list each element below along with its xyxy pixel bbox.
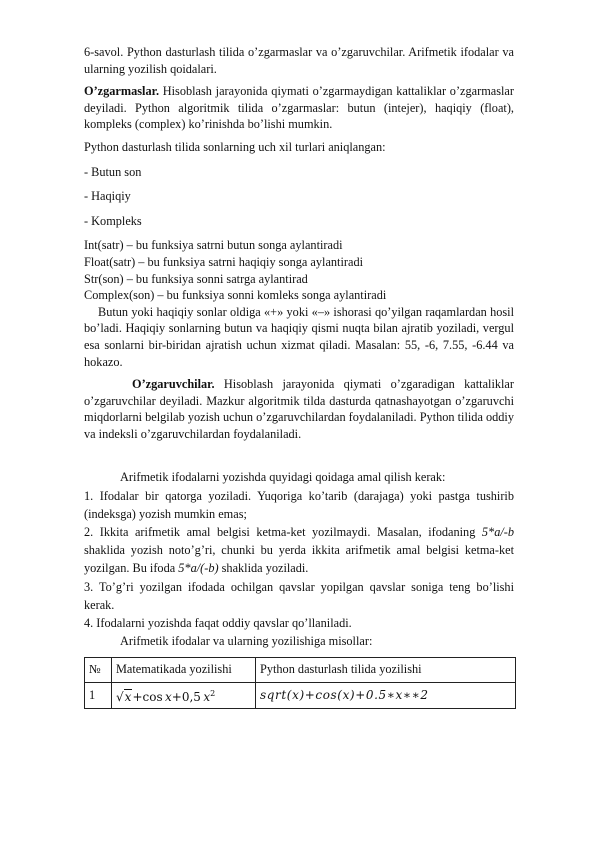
function-str: Str(son) – bu funksiya sonni satrga aylantirad <box>84 271 308 286</box>
examples-table <box>84 657 516 710</box>
type-item-float: - Haqiqiy <box>84 189 131 204</box>
variables-title: O’zgaruvchilar. <box>132 377 215 392</box>
math-expression: √x+cos x+0,5 $x^2$ <box>112 682 256 709</box>
variables-paragraph <box>84 376 514 442</box>
rules-intro: Arifmetik ifodalarni yozishda quyidagi qoidaga amal qilish kerak: <box>120 470 446 485</box>
function-int: Int(satr) – bu funksiya satrni butun songa aylantiradi <box>84 238 343 253</box>
header-python: Python dasturlash tilida yozilishi <box>256 657 516 682</box>
number-types-intro: Python dasturlash tilida sonlarning uch xil turlari aniqlangan: <box>84 139 386 154</box>
question-heading: 6-savol. Python dasturlash tilida o’zgarmaslar va o’zgaruvchilar. Arifmetik ifodalar va ularning yozilish qoidalari. <box>84 45 514 76</box>
function-list <box>84 237 514 303</box>
examples-intro: Arifmetik ifodalar va ularning yozilishiga misollar: <box>120 634 373 649</box>
variables-text: Hisoblash jarayonida qiymati o’zgaradigan kattaliklar o’zgaruvchilar deyiladi. Mazkur algoritmik tilda dasturda qatnashayotgan o’zgaruvchi miqdorlarni belgilab yozish uchun o’zgaruvchilardan foydalaniladi. Python tilida oddiy va indeksli o’zgaruvchilardan foydalaniladi. <box>84 377 514 441</box>
rule-1: 1. Ifodalar bir qatorga yoziladi. Yuqoriga ko’tarib (darajaga) yoki pastga tushirib (indeksga) yozish mumkin emas; <box>84 488 514 521</box>
type-item-integer: - Butun son <box>84 164 142 179</box>
rule-4: 4. Ifodalarni yozishda faqat oddiy qavslar qo’llaniladi. <box>84 616 352 631</box>
wrong-expression: 5*a/-b <box>481 525 514 540</box>
correct-expression: 5*a/(-b) <box>178 561 219 576</box>
type-item-complex: - Kompleks <box>84 213 142 228</box>
document-page <box>84 44 514 709</box>
table-row <box>85 682 516 709</box>
sqrt-symbol: √x <box>116 689 132 704</box>
function-complex: Complex(son) – bu funksiya sonni komleks songa aylantiradi <box>84 288 387 303</box>
constants-text: Hisoblash jarayonida qiymati o’zgarmaydigan kattaliklar o’zgarmaslar deyiladi. Python algoritmik tilida o’zgarmaslar: butun (intejer), haqiqiy (float), kompleks (complex) ko’rinishda bo’lishi mumkin. <box>84 84 514 132</box>
rule-2: 2. Ikkita arifmetik amal belgisi ketma-ket yozilmaydi. Masalan, ifodaning 5*a/-b shaklida yozish noto’g’ri, chunki bu yerda ikkita arifmetik amal belgisi ketma-ket yozilgan. Bu ifoda 5*a/(-b) shaklida yoziladi. <box>84 525 514 576</box>
header-math: Matematikada yozilishi <box>112 657 256 682</box>
function-float: Float(satr) – bu funksiya satrni haqiqiy songa aylantiradi <box>84 254 364 269</box>
rule-3: 3. To’g’ri yozilgan ifodada ochilgan qavslar yopilgan qavslar soniga teng bo’lishi kerak. <box>84 579 514 612</box>
row-number: 1 <box>85 682 112 709</box>
constants-paragraph <box>84 83 514 133</box>
header-number: № <box>85 657 112 682</box>
rules-block <box>84 468 514 650</box>
sign-paragraph: Butun yoki haqiqiy sonlar oldiga «+» yoki «–» ishorasi qo’yilgan raqamlardan hosil bo’ladi. Haqiqiy sonlarning butun va haqiqiy qismi nuqta bilan ajratib yoziladi, vergul esa sonlarni bir-biridan ajratish uchun xizmat qiladi. Masalan: 55, -6, 7.55, -6.44 va hokazo. <box>84 304 514 369</box>
python-expression: sqrt(x)+cos(x)+0.5∗x∗∗2 <box>256 682 516 709</box>
constants-title: O’zgarmaslar. <box>84 84 160 99</box>
table-header-row <box>85 657 516 682</box>
